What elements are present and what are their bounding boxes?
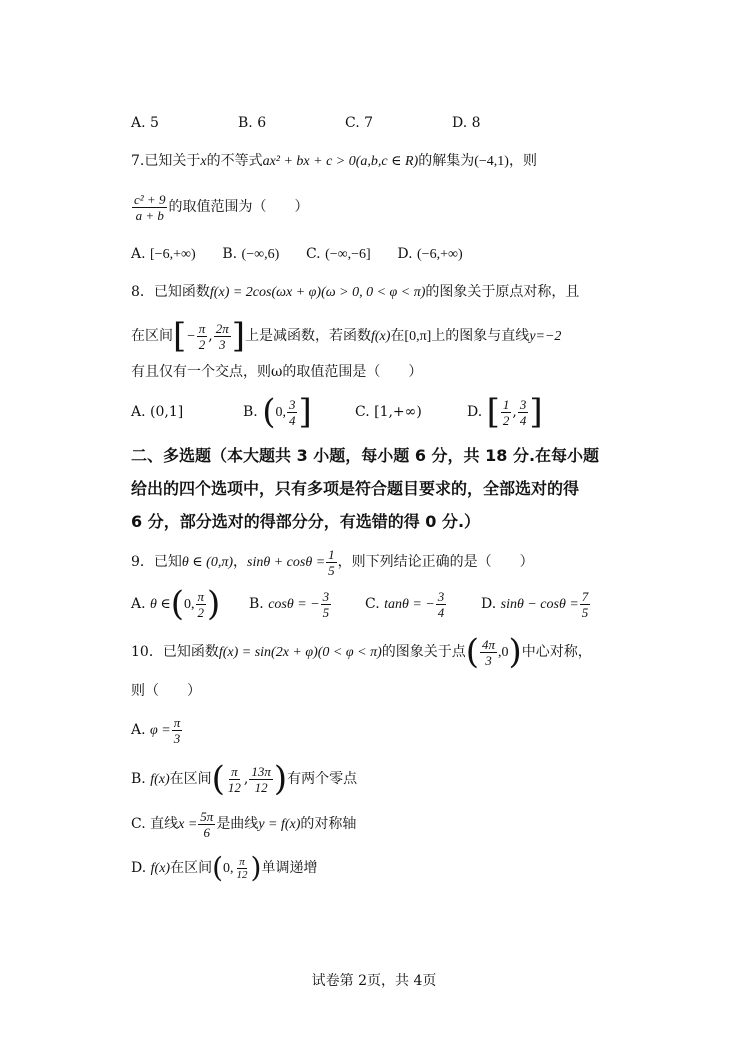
q7-options [131, 243, 463, 266]
q7-option-d: D. (−6,+∞) [397, 246, 463, 262]
q9-option-c: C. tanθ = − $\frac{3}{4}$ [365, 588, 445, 620]
q8-option-b: B. (0, $\frac{3}{4}$ ] [243, 392, 312, 432]
q7-text: 已知关于 [144, 153, 201, 169]
q7-condition: (a,b,c ∈ R) [355, 154, 419, 169]
q8-text: 8．已知函数 [131, 284, 210, 300]
q7-solution-set: (−4,1) [474, 154, 509, 169]
q6-option-c: C. 7 [345, 115, 374, 131]
q10-text: 的图象关于点 [381, 644, 466, 660]
q7-text: ，则 [508, 153, 537, 169]
q7-text: 的取值范围为（ ） [168, 199, 309, 215]
q9-fraction: $\frac{1}{5}$ [328, 546, 335, 578]
q7-text: 的不等式 [206, 153, 263, 169]
section2-line1: 二、多选题（本大题共 3 小题，每小题 6 分，共 18 分.在每小题 [131, 446, 600, 465]
q8-text: 在区间 [131, 328, 173, 344]
q7-stem-line1 [131, 150, 537, 173]
q7-inequality: ax² + bx + c > 0 [262, 154, 356, 169]
q8-fraction-2: $\frac{2\pi}{3}$ [215, 320, 229, 352]
q8-text: 在 [390, 328, 405, 344]
q6-options [131, 112, 481, 134]
q9-option-b: B. cosθ = − $\frac{3}{5}$ [249, 588, 330, 620]
q10-option-c: C. 直线x = $\frac{5\pi}{6}$ 是曲线y = f(x)的对称轴 [131, 808, 357, 840]
q8-stem-line1 [131, 281, 579, 304]
q9-stem: 9．已知θ ∈ (0,π)，sinθ + cosθ = $\frac{1}{5}$ ，则下列结论正确的是（ ） [131, 546, 534, 578]
q6-option-d: D. 8 [452, 115, 481, 131]
q8-option-a: A. (0,1] [131, 404, 184, 420]
q7-option-a: A. [−6,+∞) [131, 246, 196, 262]
q10-point-fraction: $\frac{4\pi}{3}$ [482, 636, 496, 668]
q8-fraction-1: $\frac{\pi}{2}$ [198, 320, 206, 352]
q6-option-b: B. 6 [238, 115, 267, 131]
q8-function: f(x) = 2cos(ωx + φ)(ω > 0, 0 < φ < π) [209, 285, 426, 300]
q8-option-d: D. [ $\frac{1}{2}$ , $\frac{3}{4}$ ] [467, 392, 543, 432]
q7-option-c: C. (−∞,−6] [305, 246, 371, 262]
q10-option-d: D. f(x)在区间(0, $\frac{\pi}{12}$ )单调递增 [131, 851, 318, 884]
q8-interval: [0,π] [404, 329, 432, 344]
page-footer: 试卷第 2页，共 4页 [311, 973, 437, 989]
q9-options [131, 584, 591, 625]
q7-stem-line2 [131, 190, 308, 224]
q7-text: 的解集为 [418, 153, 475, 169]
q7-option-b: B. (−∞,6) [222, 246, 280, 262]
q9-text: ，则下列结论正确的是（ ） [337, 554, 534, 570]
q6-option-a: A. 5 [131, 115, 159, 131]
q9-expression: sinθ + cosθ = [247, 555, 326, 570]
q10-stem-line2: 则（ ） [131, 683, 201, 699]
q8-stem-line2: 在区间[− $\frac{\pi}{2}$ , $\frac{2\pi}{3}$ ]上是减函数，若函数f(x)在[0,π]上的图象与直线y=−2 [131, 316, 562, 356]
q9-option-a: A. θ ∈(0, $\frac{\pi}{2}$ ) [131, 584, 221, 624]
q7-fraction: $\frac{\text{c² + 9}}{a + b}$ [134, 191, 166, 223]
section2-line3: 6 分，部分选对的得部分分，有选错的得 0 分.） [131, 512, 481, 531]
q8-text: 的图象关于原点对称，且 [425, 284, 580, 300]
q9-text: 9．已知 [131, 554, 182, 570]
q10-stem-line1: 10．已知函数f(x) = sin(2x + φ)(0 < φ < π)的图象关于点( $\frac{4\pi}{3}$ ,0)中心对称， [131, 632, 592, 672]
q8-options [131, 392, 543, 433]
q9-option-d: D. sinθ − cosθ = $\frac{7}{5}$ [481, 588, 589, 620]
q10-option-b: B. f(x)在区间( $\frac{\pi}{12}$ , $\frac{13\pi}{12}$ )有两个零点 [131, 759, 358, 799]
section2-line2: 给出的四个选项中，只有多项是符合题目要求的，全部选对的得 [131, 479, 580, 498]
q9-theta-range: θ ∈ (0,π) [181, 555, 233, 570]
q7-number: 7. [131, 153, 145, 169]
q8-option-c: C. [1,+∞) [355, 404, 422, 420]
q10-text: 中心对称， [521, 644, 592, 660]
q8-line: y=−2 [529, 329, 562, 344]
q10-option-a: A. φ = $\frac{\pi}{3}$ [131, 714, 181, 746]
q8-stem-line3: 有且仅有一个交点，则ω的取值范围是（ ） [131, 364, 423, 380]
q8-text: 上是减函数，若函数 [244, 328, 371, 344]
q8-text: 上的图象与直线 [431, 328, 530, 344]
q8-fx: f(x) [370, 329, 391, 344]
q7-var-x: x [200, 154, 207, 169]
q10-function: f(x) = sin(2x + φ)(0 < φ < π) [218, 645, 382, 660]
q10-text: 10．已知函数 [131, 644, 219, 660]
